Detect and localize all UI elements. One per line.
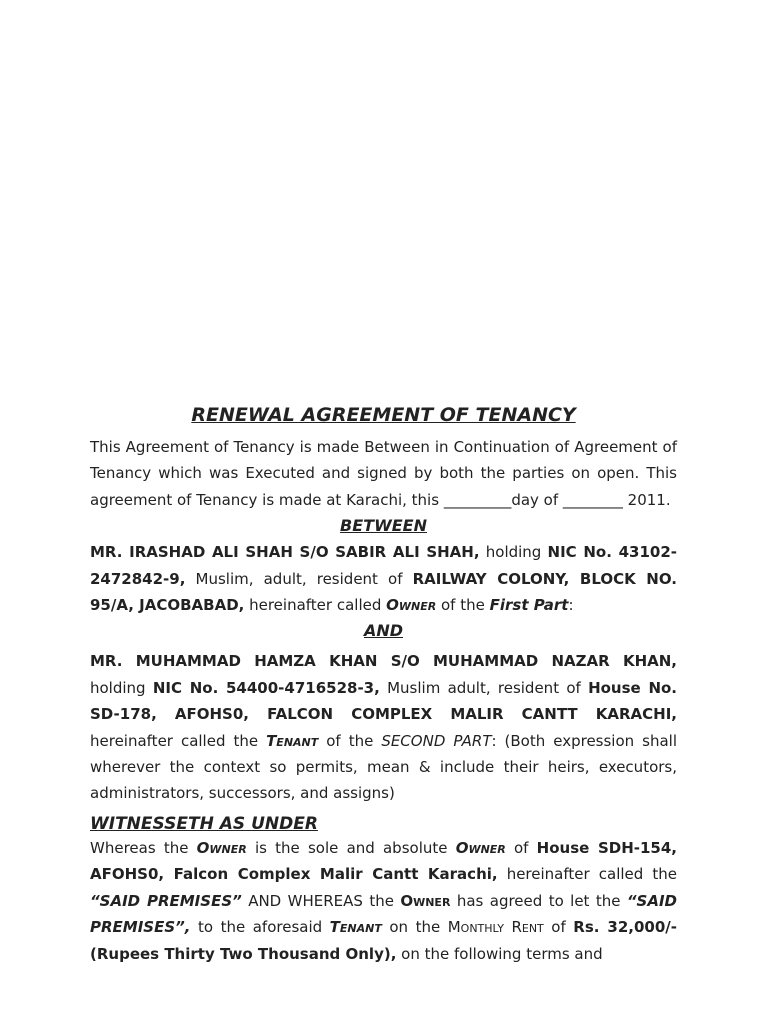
first-party-desc: Muslim, adult, resident of (185, 569, 413, 588)
whereas-t9: of (543, 918, 574, 937)
second-party-part: SECOND PART (381, 731, 492, 750)
intro-paragraph (90, 434, 677, 513)
first-party-role: Owner (386, 596, 437, 615)
first-party-paragraph (90, 539, 677, 618)
whereas-t3: of (505, 838, 537, 857)
intro-text-1: This Agreement of Tenancy is made Between in Continuation of Agreement of Tenancy which was Executed and signed by both the parties on open. This agreement of Tenancy is made at Karachi, this (90, 438, 677, 509)
second-party-name: MR. MUHAMMAD HAMZA KHAN S/O MUHAMMAD NAZAR KHAN, (90, 652, 677, 671)
first-party-holding: holding (479, 543, 548, 562)
whereas-t7: to the aforesaid (190, 918, 330, 937)
second-party-holding: holding (90, 678, 153, 697)
whereas-t6: has agreed to let the (450, 891, 627, 910)
second-party-rest: : (Both expression shall wherever the context so permits, mean & include their heirs, executors, administrators, successors, and assigns) (90, 731, 677, 803)
whereas-owner-1: Owner (196, 838, 247, 857)
whereas-t1: Whereas the (90, 838, 197, 857)
second-party-called: hereinafter called the (90, 731, 267, 750)
whereas-owner-3: Owner (400, 891, 451, 910)
second-party-role: Tenant (266, 731, 319, 750)
document-body (90, 404, 677, 967)
first-party-called: hereinafter called (244, 596, 387, 615)
whereas-t2: is the sole and absolute (246, 838, 456, 857)
witness-heading: WITNESSETH AS UNDER (90, 813, 318, 834)
whereas-t5: AND WHEREAS the (241, 891, 401, 910)
and-heading: AND (363, 621, 404, 641)
second-party-address: House No. SD-178, AFOHS0, FALCON COMPLEX MALIR CANTT KARACHI, (90, 678, 677, 724)
date-blank-day: _________ (443, 490, 512, 509)
whereas-t10: on the following terms and (396, 944, 603, 963)
whereas-premises-2: “SAID PREMISES”, (90, 891, 677, 937)
second-party-of-the: of the (318, 731, 382, 750)
whereas-paragraph (90, 835, 677, 967)
first-party-address: RAILWAY COLONY, BLOCK NO. 95/A, JACOBABAD, (90, 569, 677, 615)
whereas-tenant: Tenant (329, 918, 382, 937)
whereas-rent-label: Monthly Rent (447, 918, 544, 937)
whereas-premises-1: “SAID PREMISES” (90, 891, 242, 910)
date-blank-month: ________ (562, 490, 623, 509)
second-party-paragraph (90, 648, 677, 806)
first-party-name: MR. IRASHAD ALI SHAH S/O SABIR ALI SHAH, (90, 543, 480, 562)
intro-text-2: day of (511, 490, 563, 509)
whereas-t4: hereinafter called the (497, 865, 677, 884)
second-party-desc: Muslim adult, resident of (379, 678, 589, 697)
first-party-of-the: of the (436, 596, 490, 615)
first-party-nic: NIC No. 43102-2472842-9, (90, 543, 677, 588)
first-party-part: First Part (489, 596, 569, 615)
between-heading: BETWEEN (340, 516, 427, 536)
first-party-end: : (568, 596, 574, 615)
whereas-t8: on the (381, 918, 448, 937)
document-title: RENEWAL AGREEMENT OF TENANCY (191, 404, 576, 426)
whereas-owner-2: Owner (455, 838, 506, 857)
whereas-house: House SDH-154, AFOHS0, Falcon Complex Malir Cantt Karachi, (90, 838, 677, 884)
whereas-amount: Rs. 32,000/- (Rupees Thirty Two Thousand Only), (90, 918, 677, 963)
second-party-nic: NIC No. 54400-4716528-3, (152, 678, 380, 697)
intro-text-3: 2011. (622, 490, 671, 509)
